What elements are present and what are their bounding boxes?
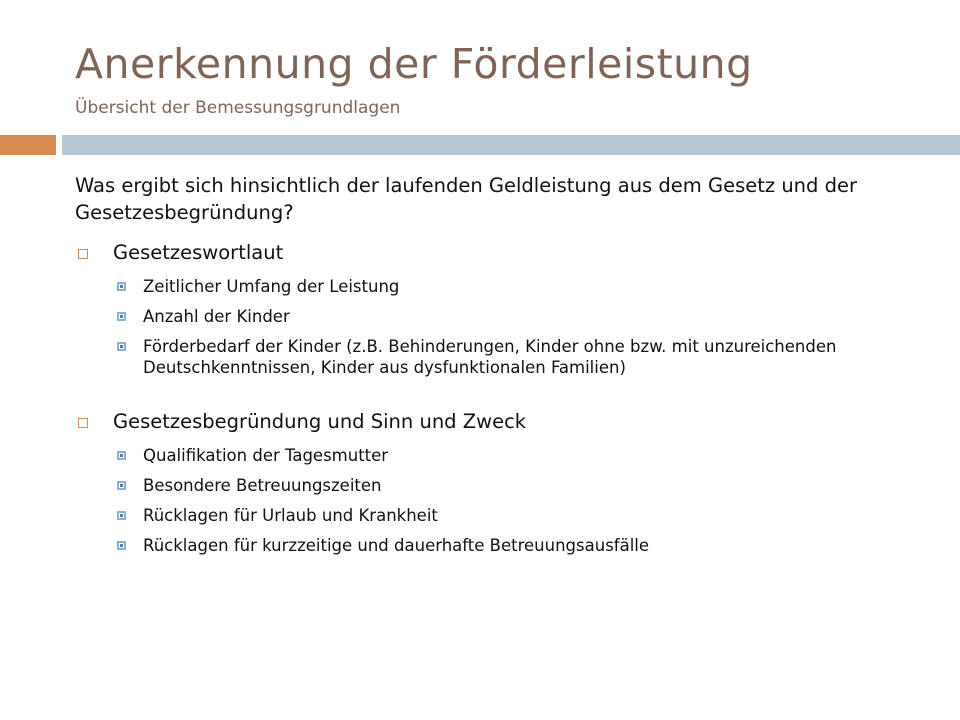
list-item-text: Anzahl der Kinder	[143, 307, 290, 326]
square-bullet-icon	[117, 342, 126, 351]
section-heading	[75, 409, 920, 435]
list-item-text: Förderbedarf der Kinder (z.B. Behinderungen, Kinder ohne bzw. mit unzureichenden Deutschkenntnissen, Kinder aus dysfunktionalen Familien)	[143, 337, 837, 377]
header-divider-bar	[62, 135, 960, 155]
list-item-text: Besondere Betreuungszeiten	[143, 476, 382, 495]
square-bullet-icon	[117, 511, 126, 520]
square-bullet-icon	[117, 481, 126, 490]
square-bullet-icon	[117, 451, 126, 460]
section-spacer	[75, 387, 920, 409]
slide-subtitle: Übersicht der Bemessungsgrundlagen	[75, 98, 401, 118]
list-item	[117, 336, 920, 378]
square-bullet-icon	[78, 249, 88, 259]
list-item-text: Rücklagen für Urlaub und Krankheit	[143, 506, 438, 525]
list-item	[117, 306, 920, 327]
section-heading-text: Gesetzesbegründung und Sinn und Zweck	[113, 410, 527, 433]
square-bullet-icon	[78, 418, 88, 428]
slide-body	[75, 172, 920, 565]
list-item	[117, 475, 920, 496]
list-item	[117, 505, 920, 526]
list-item	[117, 445, 920, 466]
square-bullet-icon	[117, 541, 126, 550]
list-item	[117, 535, 920, 556]
slide-title: Anerkennung der Förderleistung	[75, 40, 753, 88]
square-bullet-icon	[117, 312, 126, 321]
square-bullet-icon	[117, 282, 126, 291]
section-heading	[75, 240, 920, 266]
list-item-text: Qualifikation der Tagesmutter	[143, 446, 389, 465]
list-item	[117, 276, 920, 297]
section-heading-text: Gesetzeswortlaut	[113, 241, 284, 264]
lead-question: Was ergibt sich hinsichtlich der laufenden Geldleistung aus dem Gesetz und der Gesetzesbegründung?	[75, 174, 858, 224]
list-item-text: Zeitlicher Umfang der Leistung	[143, 277, 400, 296]
accent-bar	[0, 135, 56, 155]
list-item-text: Rücklagen für kurzzeitige und dauerhafte Betreuungsausfälle	[143, 536, 650, 555]
